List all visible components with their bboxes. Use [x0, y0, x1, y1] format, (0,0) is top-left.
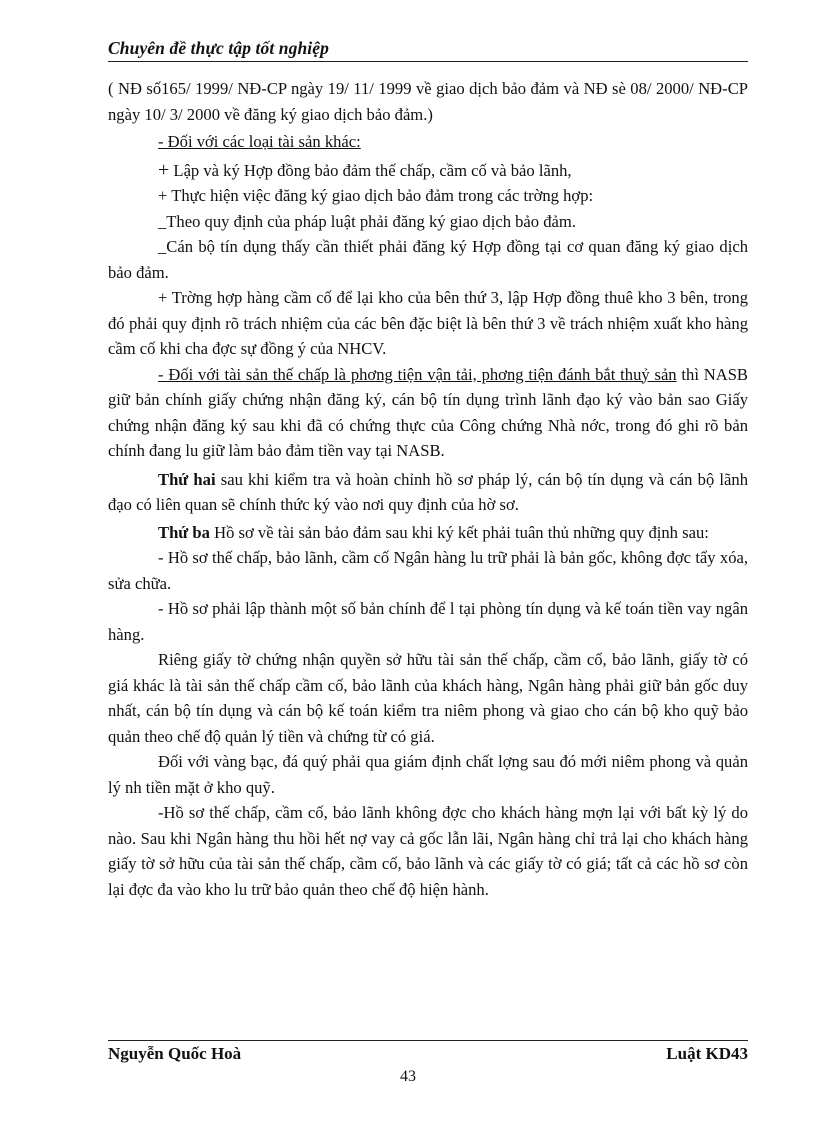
- footer-class: Luật KD43: [666, 1044, 748, 1063]
- document-body: [108, 76, 748, 902]
- paragraph-register-cases: + Thực hiện việc đăng ký giao dịch bảo đảm trong các trờng hợp:: [158, 186, 594, 205]
- third-text: Hồ sơ về tài sản bảo đảm sau khi ký kết phải tuân thủ những quy định sau:: [209, 522, 709, 542]
- second-label: Thứ hai: [158, 469, 216, 489]
- paragraph-by-law: _Theo quy định của pháp luật phải đăng ký giao dịch bảo đảm.: [158, 211, 576, 231]
- vehicles-underlined-text: - Đối với tài sản thế chấp là phơng tiện vận tải, phơng tiện đánh bắt thuỷ sản: [158, 364, 677, 384]
- sign-contract-text: Lập và ký Hợp đồng bảo đảm thế chấp, cầm cố và bảo lãnh,: [169, 160, 572, 180]
- paragraph-original-documents: - Hồ sơ thế chấp, bảo lãnh, cầm cố Ngân hàng lu trữ phải là bản gốc, không đợc tẩy xóa, sửa chữa.: [108, 548, 748, 593]
- header-title: Chuyên đề thực tập tốt nghiệp: [108, 38, 329, 58]
- paragraph-third: [108, 520, 748, 546]
- page-header: [108, 38, 748, 62]
- footer-author: Nguyễn Quốc Hoà: [108, 1044, 242, 1063]
- page-footer: [108, 1044, 748, 1064]
- paragraph-gold-silver: Đối với vàng bạc, đá quý phải qua giám định chất lợng sau đó mới niêm phong và quản lý nh tiền mặt ở kho quỹ.: [108, 752, 748, 797]
- paragraph-second: [108, 467, 748, 518]
- heading-other-assets: - Đối với các loại tài sản khác:: [158, 132, 361, 151]
- paragraph-sign-contract: [108, 158, 748, 184]
- paragraph-vehicles: [108, 362, 748, 464]
- paragraph-no-lending: -Hồ sơ thế chấp, cầm cố, bảo lãnh không đợc cho khách hàng mợn lại với bất kỳ lý do nào. Sau khi Ngân hàng thu hồi hết nợ vay cả gốc lẫn lãi, Ngân hàng chỉ trả lại cho khách hàng giấy tờ sở hữu của tài sản thế chấp, cầm cố, bảo lãnh và các giấy tờ có giá; tất cả các hồ sơ còn lại đợc đa vào kho lu trữ bảo quản theo chế độ hiện hành.: [108, 803, 748, 899]
- page-number: 43: [400, 1068, 416, 1085]
- paragraph-third-party-warehouse: + Trờng hợp hàng cầm cố để lại kho của bên thứ 3, lập Hợp đồng thuê kho 3 bên, trong đó phải quy định rõ trách nhiệm của các bên đặc biệt là bên thứ 3 về trách nhiệm xuất kho hàng cầm cố khi cha đợc sự đồng ý của NHCV.: [108, 288, 748, 358]
- vehicles-rest-text: thì NASB giữ bản chính giấy chứng nhận đăng ký, cán bộ tín dụng trình lãnh đạo ký vào bản sao Giấy chứng nhận đăng ký sau khi đã có chứng thực của Công chứng Nhà nớc, trong đó ghi rõ bản chính đang lu giữ làm bảo đảm tiền vay tại NASB.: [108, 364, 749, 460]
- paragraph-heading-other-assets: [108, 129, 748, 155]
- third-label: Thứ ba: [158, 522, 210, 542]
- paragraph-officer-register: _Cán bộ tín dụng thấy cần thiết phải đăng ký Hợp đồng tại cơ quan đăng ký giao dịch bảo đảm.: [108, 237, 748, 282]
- second-text: sau khi kiểm tra và hoàn chỉnh hồ sơ pháp lý, cán bộ tín dụng và cán bộ lãnh đạo có liên quan sẽ chính thức ký vào nơi quy định của hờ sơ.: [108, 469, 748, 514]
- paragraph-legal-reference: ( NĐ số165/ 1999/ NĐ-CP ngày 19/ 11/ 1999 về giao dịch bảo đảm và NĐ sè 08/ 2000/ NĐ-CP ngày 10/ 3/ 2000 về đăng ký giao dịch bảo đảm.): [108, 79, 748, 124]
- paragraph-originals-kept: - Hồ sơ phải lập thành một số bản chính để l tại phòng tín dụng và kế toán tiền vay ngân hàng.: [108, 599, 748, 644]
- paragraph-ownership-papers: Riêng giấy tờ chứng nhận quyền sở hữu tài sản thế chấp, cầm cố, bảo lãnh, giấy tờ có giá khác là tài sản thế chấp cầm cố, bảo lãnh của khách hàng, Ngân hàng phải giữ bản gốc duy nhất, cán bộ tín dụng và cán bộ kế toán kiểm tra niêm phong và giao cho cán bộ kho quỹ bảo quản theo chế độ quản lý tiền và chứng từ có giá.: [108, 650, 748, 746]
- plus-bullet-icon: +: [158, 158, 170, 181]
- footer-divider: [108, 1040, 748, 1041]
